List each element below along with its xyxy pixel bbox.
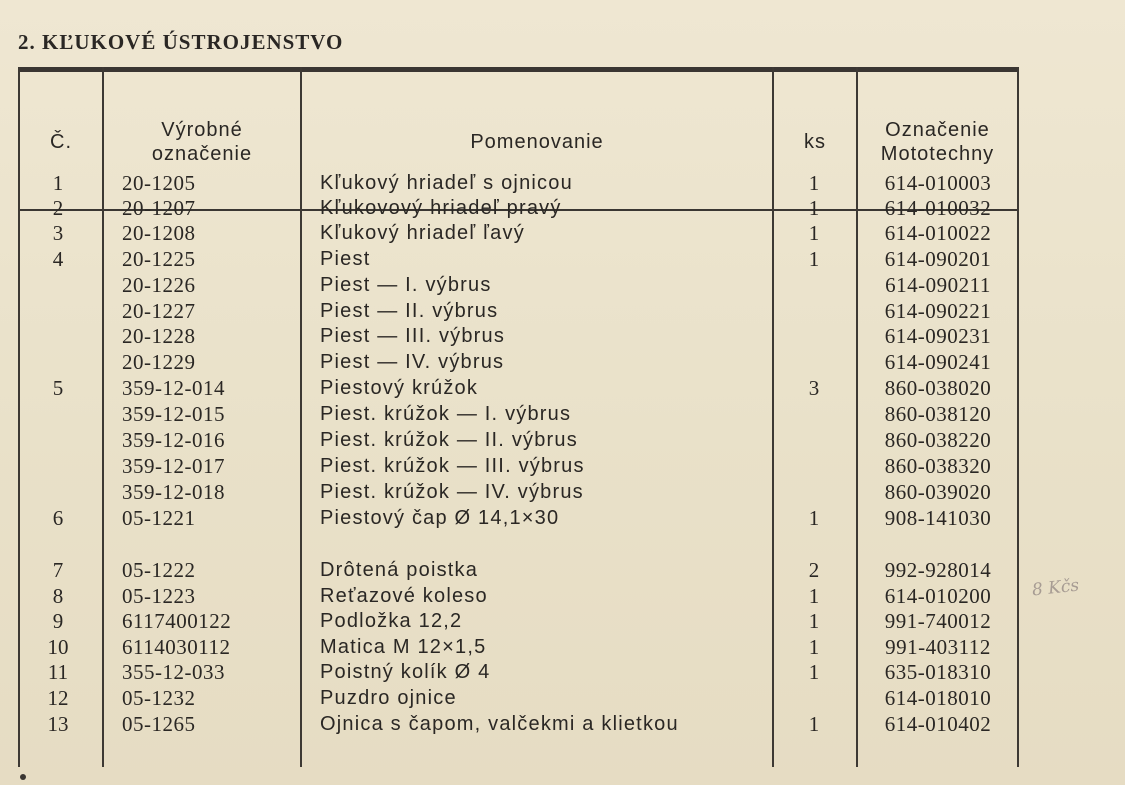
row-name: Piest. krúžok — IV. výbrus <box>320 481 584 503</box>
row-code: 355-12-033 <box>122 660 225 684</box>
row-mototechna-code: 614-010022 <box>884 221 992 245</box>
row-number <box>18 427 98 453</box>
row-name: Piestový krúžok <box>320 377 479 399</box>
row-code: 05-1232 <box>122 686 196 710</box>
row-number <box>18 349 98 375</box>
row-quantity: 1 <box>808 584 820 608</box>
row-number: 7 <box>52 558 64 582</box>
table-row <box>18 453 1019 479</box>
row-code: 20-1228 <box>122 324 196 348</box>
row-number: 1 <box>52 171 64 195</box>
row-mototechna-code: 635-018310 <box>884 660 992 684</box>
row-name: Poistný kolík Ø 4 <box>320 661 491 683</box>
row-name: Piestový čap Ø 14,1×30 <box>320 507 560 529</box>
row-number: 13 <box>47 712 69 736</box>
table-row <box>18 298 1019 324</box>
row-name: Piest. krúžok — III. výbrus <box>320 455 585 477</box>
table-row <box>18 220 1019 246</box>
row-code: 359-12-016 <box>122 428 225 452</box>
row-number <box>18 272 98 298</box>
table-row <box>18 608 1019 634</box>
row-quantity: 1 <box>808 171 820 195</box>
row-number: 10 <box>47 635 69 659</box>
row-name: Podložka 12,2 <box>320 610 463 632</box>
header-ks-label: ks <box>804 131 826 153</box>
table-row <box>18 323 1019 349</box>
row-mototechna-code: 860-039020 <box>884 480 992 504</box>
table-row <box>18 659 1019 685</box>
row-mototechna-code: 614-010032 <box>884 196 992 220</box>
row-code: 20-1208 <box>122 221 196 245</box>
row-name: Piest — I. výbrus <box>320 274 492 296</box>
row-code: 20-1226 <box>122 273 196 297</box>
row-number <box>18 453 98 479</box>
row-code: 6117400122 <box>122 609 232 633</box>
table-row <box>18 685 1019 711</box>
row-mototechna-code: 860-038220 <box>884 428 992 452</box>
row-mototechna-code: 992-928014 <box>884 558 992 582</box>
table-row <box>18 479 1019 505</box>
header-name-label: Pomenovanie <box>470 131 604 153</box>
row-name: Ojnica s čapom, valčekmi a klietkou <box>320 713 679 735</box>
row-mototechna-code: 991-740012 <box>884 609 992 633</box>
table-row <box>18 583 1019 609</box>
row-mototechna-code: 860-038020 <box>884 376 992 400</box>
row-mototechna-code: 614-010402 <box>884 712 992 736</box>
row-quantity <box>772 349 856 375</box>
row-mototechna-code: 614-090241 <box>884 350 992 374</box>
header-code-line1: Výrobné <box>161 119 243 141</box>
row-code: 20-1207 <box>122 196 196 220</box>
row-code: 05-1221 <box>122 506 196 530</box>
row-number: 2 <box>52 196 64 220</box>
header-mt-line1: Označenie <box>885 119 990 141</box>
row-name: Kľukovový hriadeľ pravý <box>320 197 562 219</box>
row-name: Piest — IV. výbrus <box>320 351 505 373</box>
row-number: 9 <box>52 609 64 633</box>
row-quantity: 3 <box>808 376 820 400</box>
table-row <box>18 349 1019 375</box>
row-mototechna-code: 614-010200 <box>884 584 992 608</box>
row-mototechna-code: 614-090231 <box>884 324 992 348</box>
table-row <box>18 170 1019 196</box>
row-number <box>18 401 98 427</box>
row-number: 12 <box>47 686 69 710</box>
row-name: Piest. krúžok — II. výbrus <box>320 429 578 451</box>
row-mototechna-code: 908-141030 <box>884 506 992 530</box>
row-name: Matica M 12×1,5 <box>320 636 487 658</box>
row-name: Reťazové koleso <box>320 585 488 607</box>
table-row <box>18 711 1019 737</box>
row-name: Kľukový hriadeľ s ojnicou <box>320 172 573 194</box>
row-number <box>18 479 98 505</box>
row-number: 3 <box>52 221 64 245</box>
row-name: Piest. krúžok — I. výbrus <box>320 403 572 425</box>
row-name: Kľukový hriadeľ ľavý <box>320 222 525 244</box>
row-quantity: 2 <box>808 558 820 582</box>
row-number <box>18 298 98 324</box>
table-row <box>18 272 1019 298</box>
row-code: 20-1225 <box>122 247 196 271</box>
row-quantity: 1 <box>808 196 820 220</box>
table-row <box>18 375 1019 401</box>
row-code: 359-12-014 <box>122 376 225 400</box>
row-name: Piest <box>320 248 371 270</box>
parts-table <box>18 67 1019 767</box>
table-row <box>18 634 1019 660</box>
row-quantity: 1 <box>808 635 820 659</box>
row-quantity: 1 <box>808 221 820 245</box>
row-code: 20-1205 <box>122 171 196 195</box>
table-row <box>18 246 1019 272</box>
row-quantity <box>772 272 856 298</box>
row-mototechna-code: 614-090201 <box>884 247 992 271</box>
row-mototechna-code: 991-403112 <box>885 635 991 659</box>
table-top-rule <box>18 67 1019 72</box>
row-quantity: 1 <box>808 712 820 736</box>
row-number <box>18 323 98 349</box>
row-quantity: 1 <box>808 660 820 684</box>
row-code: 359-12-018 <box>122 480 225 504</box>
row-code: 05-1223 <box>122 584 196 608</box>
row-quantity: 1 <box>808 247 820 271</box>
table-row <box>18 557 1019 583</box>
row-code: 359-12-017 <box>122 454 225 478</box>
header-code-line2: označenie <box>151 143 253 165</box>
row-code: 20-1229 <box>122 350 196 374</box>
row-code: 359-12-015 <box>122 402 225 426</box>
header-number-label: Č. <box>50 131 72 153</box>
row-quantity <box>772 453 856 479</box>
row-quantity: 1 <box>808 506 820 530</box>
row-code: 6114030112 <box>122 635 231 659</box>
row-mototechna-code: 614-018010 <box>884 686 992 710</box>
row-number: 8 <box>52 584 64 608</box>
row-number: 4 <box>52 247 64 271</box>
row-name: Piest — II. výbrus <box>320 300 499 322</box>
row-code: 05-1222 <box>122 558 196 582</box>
page-mark <box>20 774 26 780</box>
row-number: 11 <box>47 660 69 684</box>
row-quantity <box>772 323 856 349</box>
table-row <box>18 505 1019 531</box>
row-mototechna-code: 614-090221 <box>884 299 992 323</box>
row-name: Puzdro ojnice <box>320 687 457 709</box>
row-quantity <box>772 685 856 711</box>
row-number: 6 <box>52 506 64 530</box>
section-title: 2. KĽUKOVÉ ÚSTROJENSTVO <box>18 30 344 54</box>
row-mototechna-code: 860-038120 <box>884 402 992 426</box>
row-mototechna-code: 614-010003 <box>884 171 992 195</box>
table-row <box>18 195 1019 221</box>
header-mt-line2: Mototechny <box>880 143 995 165</box>
row-mototechna-code: 614-090211 <box>885 273 991 297</box>
row-quantity <box>772 401 856 427</box>
row-mototechna-code: 860-038320 <box>884 454 992 478</box>
row-code: 05-1265 <box>122 712 196 736</box>
row-name: Drôtená poistka <box>320 559 479 581</box>
row-number: 5 <box>52 376 64 400</box>
row-code: 20-1227 <box>122 299 196 323</box>
row-quantity <box>772 479 856 505</box>
table-row <box>18 401 1019 427</box>
row-quantity <box>772 298 856 324</box>
row-quantity <box>772 427 856 453</box>
row-name: Piest — III. výbrus <box>320 325 506 347</box>
row-quantity: 1 <box>808 609 820 633</box>
handwritten-price-note: 8 Kčs <box>1031 575 1081 601</box>
table-row <box>18 427 1019 453</box>
